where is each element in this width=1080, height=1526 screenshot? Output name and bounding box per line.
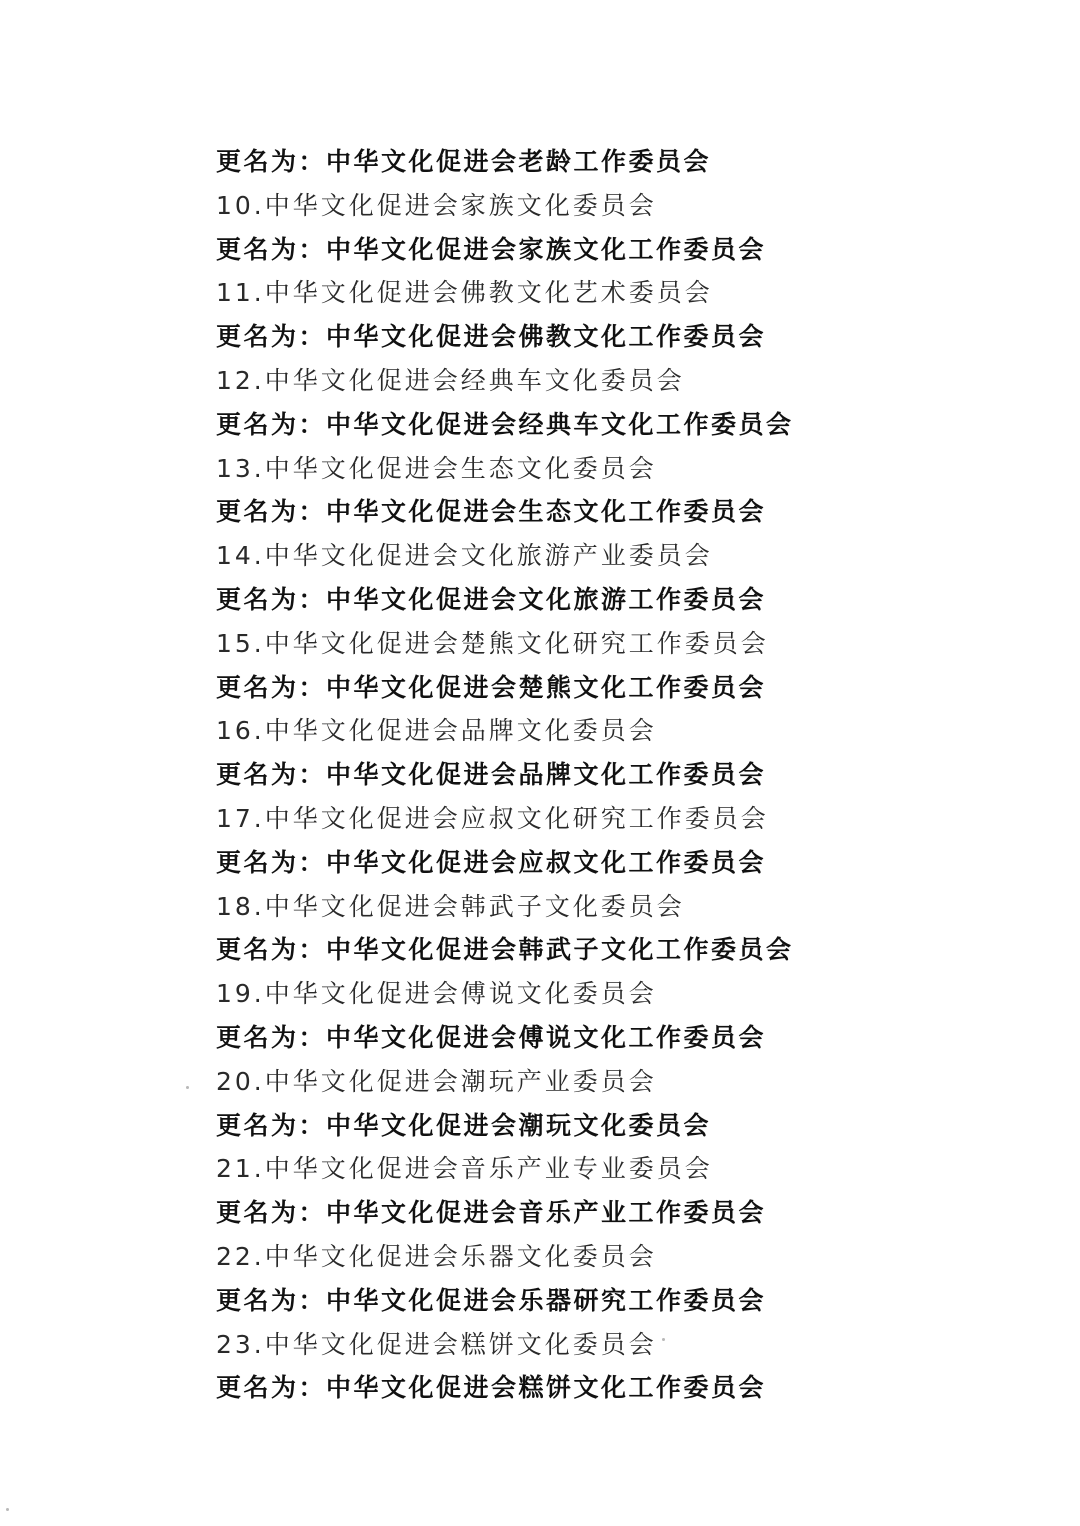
new-committee-name: 中华文化促进会傅说文化工作委员会 xyxy=(326,1022,767,1052)
scan-speck xyxy=(662,1338,665,1341)
original-committee-line: 15.中华文化促进会楚熊文化研究工作委员会 xyxy=(216,628,769,658)
original-committee-line: 21.中华文化促进会音乐产业专业委员会 xyxy=(216,1154,713,1184)
new-committee-name: 中华文化促进会文化旅游工作委员会 xyxy=(326,584,767,614)
original-committee-line: 14.中华文化促进会文化旅游产业委员会 xyxy=(216,541,713,571)
original-committee-line: 19.中华文化促进会傅说文化委员会 xyxy=(216,979,657,1009)
new-committee-name: 中华文化促进会音乐产业工作委员会 xyxy=(326,1198,767,1228)
new-committee-name: 中华文化促进会乐器研究工作委员会 xyxy=(326,1285,767,1315)
rename-prefix: 更名为： xyxy=(216,1110,327,1140)
original-committee-line: 10.中华文化促进会家族文化委员会 xyxy=(216,190,657,220)
renamed-line xyxy=(216,928,1016,972)
new-committee-name: 中华文化促进会糕饼文化工作委员会 xyxy=(326,1373,767,1403)
new-committee-name: 中华文化促进会佛教文化工作委员会 xyxy=(326,322,767,352)
renamed-line xyxy=(216,841,1016,885)
rename-prefix: 更名为： xyxy=(216,497,327,527)
rename-prefix: 更名为： xyxy=(216,760,327,790)
new-committee-name: 中华文化促进会应叔文化工作委员会 xyxy=(326,847,767,877)
original-committee-line: 23.中华文化促进会糕饼文化委员会 xyxy=(216,1329,657,1359)
scan-speck xyxy=(6,1508,9,1511)
rename-prefix: 更名为： xyxy=(216,147,327,176)
original-committee-line: 16.中华文化促进会品牌文化委员会 xyxy=(216,716,657,746)
renamed-line xyxy=(216,1279,1016,1323)
original-committee-line: 20.中华文化促进会潮玩产业委员会 xyxy=(216,1066,657,1096)
renamed-line xyxy=(216,403,1016,447)
renamed-line xyxy=(216,1104,1016,1148)
rename-prefix: 更名为： xyxy=(216,584,327,614)
renamed-line xyxy=(216,1366,1016,1410)
original-committee-line: 18.中华文化促进会韩武子文化委员会 xyxy=(216,891,685,921)
new-committee-name: 中华文化促进会经典车文化工作委员会 xyxy=(326,409,794,439)
rename-prefix: 更名为： xyxy=(216,1198,327,1228)
renamed-line xyxy=(216,315,1016,359)
new-committee-name: 中华文化促进会品牌文化工作委员会 xyxy=(326,760,767,790)
original-committee-line: 11.中华文化促进会佛教文化艺术委员会 xyxy=(216,278,713,308)
rename-prefix: 更名为： xyxy=(216,847,327,877)
new-committee-name: 中华文化促进会楚熊文化工作委员会 xyxy=(326,672,767,702)
new-committee-name: 中华文化促进会家族文化工作委员会 xyxy=(326,234,767,264)
rename-prefix: 更名为： xyxy=(216,935,327,965)
rename-prefix: 更名为： xyxy=(216,234,327,264)
renamed-line xyxy=(216,228,1016,272)
renamed-line xyxy=(216,666,1016,710)
rename-prefix: 更名为： xyxy=(216,1373,327,1403)
original-committee-line: 12.中华文化促进会经典车文化委员会 xyxy=(216,365,685,395)
rename-prefix: 更名为： xyxy=(216,1285,327,1315)
rename-prefix: 更名为： xyxy=(216,672,327,702)
new-committee-name: 中华文化促进会生态文化工作委员会 xyxy=(326,497,767,527)
original-committee-line: 17.中华文化促进会应叔文化研究工作委员会 xyxy=(216,803,769,833)
renamed-line xyxy=(216,578,1016,622)
new-committee-name: 中华文化促进会潮玩文化委员会 xyxy=(326,1110,712,1140)
scan-speck xyxy=(186,1086,189,1089)
rename-prefix: 更名为： xyxy=(216,1022,327,1052)
committee-rename-list xyxy=(216,140,1016,1410)
new-committee-name: 中华文化促进会韩武子文化工作委员会 xyxy=(326,935,794,965)
renamed-line xyxy=(216,753,1016,797)
renamed-line xyxy=(216,140,1016,184)
rename-prefix: 更名为： xyxy=(216,322,327,352)
renamed-line xyxy=(216,1191,1016,1235)
new-committee-name: 中华文化促进会老龄工作委员会 xyxy=(326,147,712,176)
original-committee-line: 22.中华文化促进会乐器文化委员会 xyxy=(216,1241,657,1271)
rename-prefix: 更名为： xyxy=(216,409,327,439)
original-committee-line: 13.中华文化促进会生态文化委员会 xyxy=(216,453,657,483)
renamed-line xyxy=(216,490,1016,534)
renamed-line xyxy=(216,1016,1016,1060)
